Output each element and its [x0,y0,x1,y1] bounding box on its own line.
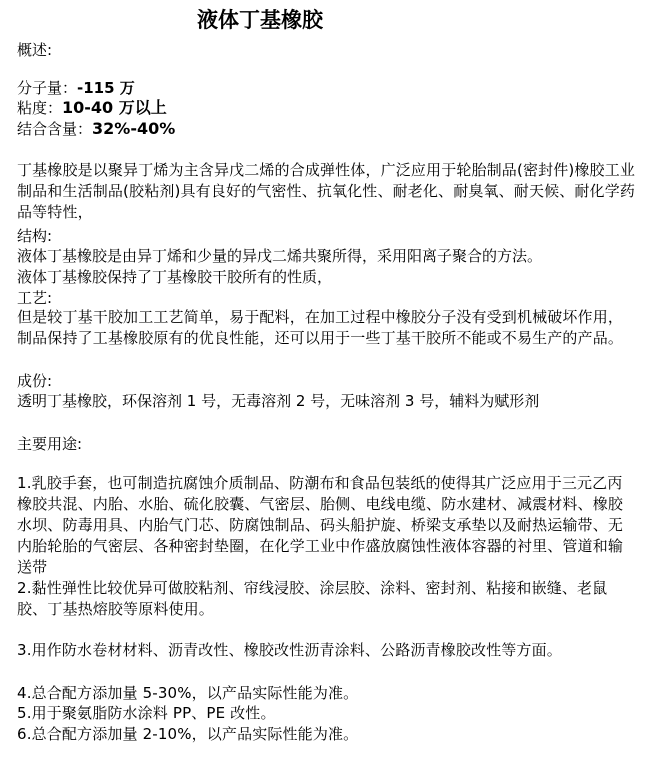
use-item: 2.黏性弹性比较优异可做胶粘剂、帘线浸胶、涂层胶、涂料、密封剂、粘接和嵌缝、老鼠胶、丁基热熔胶等原料使用。 [17,579,608,618]
intro-paragraph: 丁基橡胶是以聚异丁烯为主含异戊二烯的合成弹性体，广泛应用于轮胎制品(密封件)橡胶工业制品和生活制品(胶粘剂)具有良好的气密性、抗氧化性、耐老化、耐臭氧、耐天候、耐化学药品等特性， [17,161,636,221]
structure-line: 液体丁基橡胶保持了丁基橡胶干胶所有的性质， [17,268,333,286]
process-paragraph: 但是较丁基干胶加工工艺简单，易于配料，在加工过程中橡胶分子没有受到机械破坏作用，制品保持了工基橡胶原有的优良性能，还可以用于一些丁基干胶所不能或不易生产的产品。 [17,308,624,347]
spec-content [17,119,175,139]
spec-molecular-weight [17,78,135,98]
spec-label: 粘度： [17,99,63,117]
spec-value: 32%-40% [92,119,176,138]
composition-heading: 成份: [17,372,53,390]
use-item: 1.乳胶手套，也可制造抗腐蚀介质制品、防潮布和食品包装纸的使得其广泛应用于三元乙丙橡胶共混、内胎、水胎、硫化胶囊、气密层、胎侧、电线电缆、防水建材、减震材料、橡胶水坝、防毒用具、内胎气门芯、防腐蚀制品、码头船护旋、桥梁支承垫以及耐热运输带、无内胎轮胎的气密层、各种密封垫圈，在化学工业中作盛放腐蚀性液体容器的衬里、管道和输送带 [17,474,624,576]
use-item: 4.总合配方添加量 5-30%，以产品实际性能为准。 [17,684,359,702]
use-item: 5.用于聚氨脂防水涂料 PP、PE 改性。 [17,704,276,722]
spec-value: -115 万 [77,79,135,97]
page-title: 液体丁基橡胶 [197,8,323,32]
uses-heading: 主要用途: [17,435,83,453]
structure-line: 液体丁基橡胶是由异丁烯和少量的异戊二烯共聚所得，采用阳离子聚合的方法。 [17,247,543,265]
spec-label: 分子量： [17,79,78,97]
spec-value: 10-40 万以上 [62,98,167,117]
structure-heading: 结构: [17,227,53,245]
use-item: 3.用作防水卷材材料、沥青改性、橡胶改性沥青涂料、公路沥青橡胶改性等方面。 [17,641,562,659]
composition-text: 透明丁基橡胶，环保溶剂 1 号，无毒溶剂 2 号，无味溶剂 3 号，辅料为赋形剂 [17,392,540,410]
use-item: 6.总合配方添加量 2-10%，以产品实际性能为准。 [17,725,359,743]
overview-heading: 概述: [17,41,53,59]
spec-viscosity [17,98,167,118]
process-heading: 工艺: [17,289,53,307]
spec-label: 结合含量： [17,120,93,138]
